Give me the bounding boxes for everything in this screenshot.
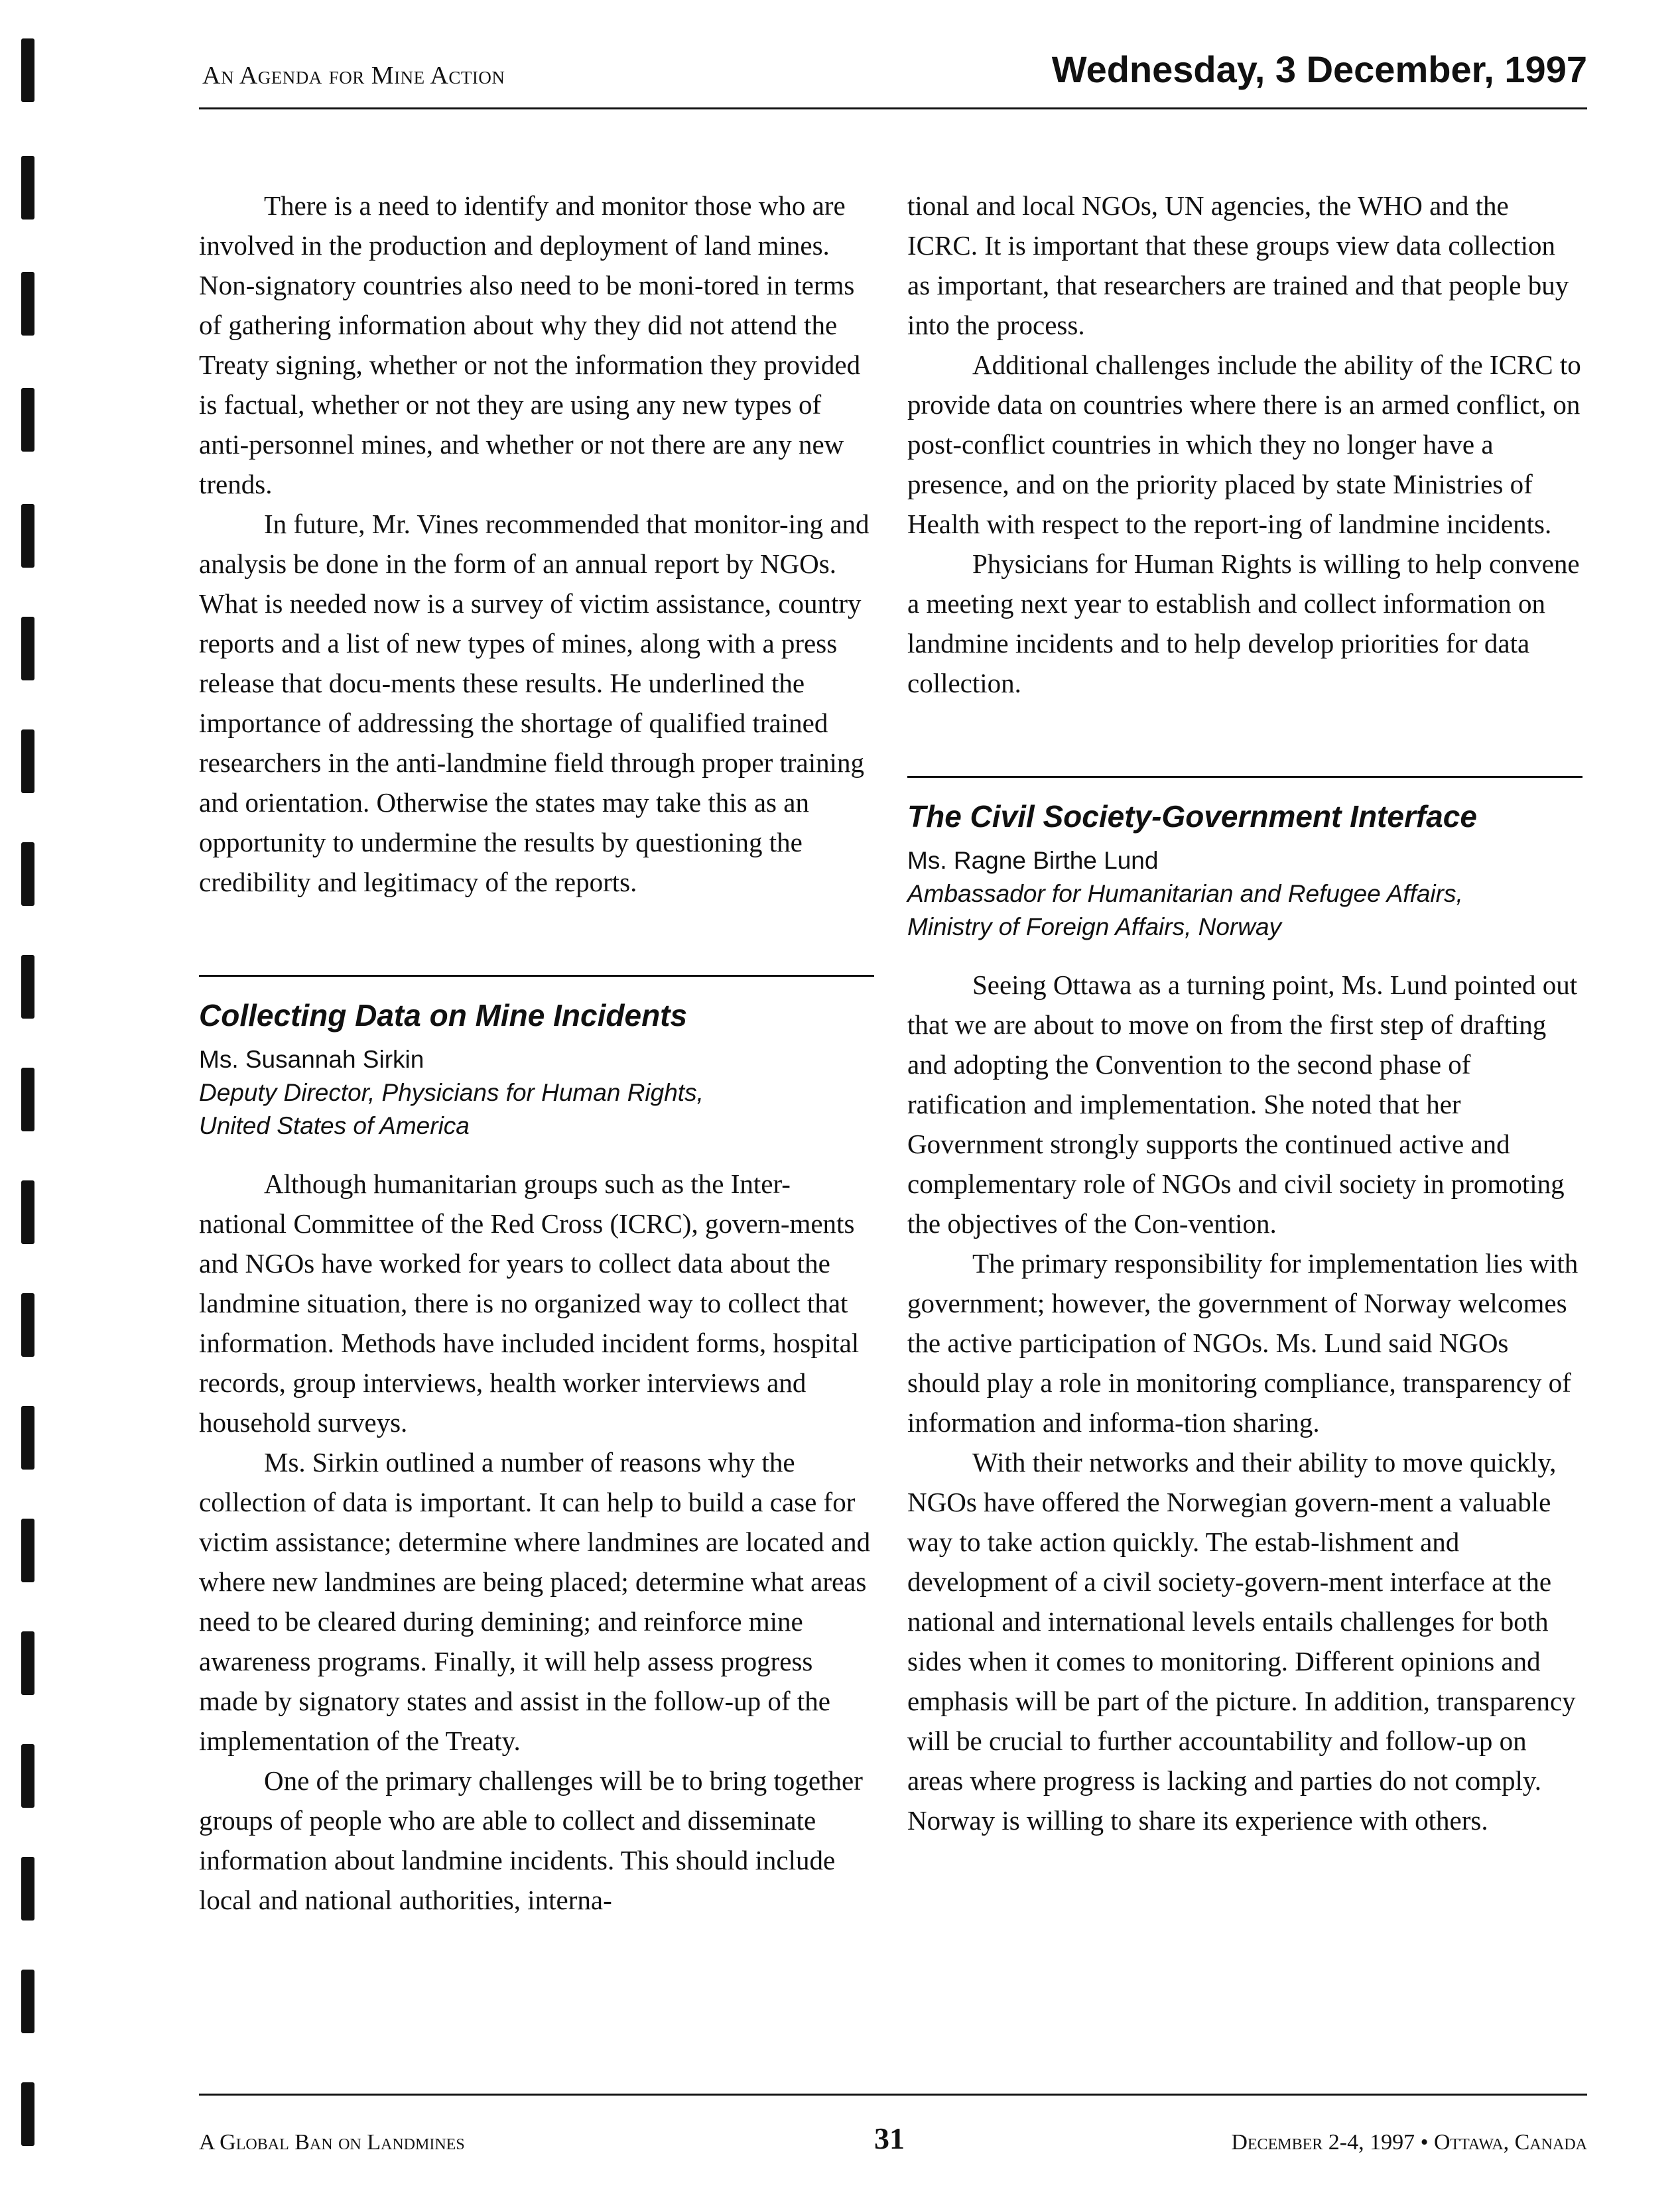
- binding-mark: [21, 1519, 34, 1582]
- binding-mark: [21, 955, 34, 1019]
- binding-mark: [21, 1406, 34, 1470]
- right-column: [907, 186, 1583, 1840]
- speaker-role: Ambassador for Humanitarian and Refugee Affairs,: [907, 880, 1463, 907]
- binding-mark: [21, 504, 34, 568]
- binding-mark: [21, 272, 34, 336]
- binding-mark: [21, 1857, 34, 1921]
- section-title: Collecting Data on Mine Incidents: [199, 998, 688, 1033]
- left-column: [199, 186, 874, 1920]
- binding-mark: [21, 1631, 34, 1695]
- section-rule: [199, 975, 874, 977]
- speaker-name: Ms. Susannah Sirkin: [199, 1046, 424, 1073]
- speaker-role: Deputy Director, Physicians for Human Rights,: [199, 1079, 704, 1106]
- paragraph: There is a need to identify and monitor those who are involved in the production and deployment of land mines. Non-signatory countries also need to be moni-tored in terms of gathering information about why they did not attend the Treaty signing, whether or not the information they provided is factual, whether or not they are using any new types of anti-personnel mines, and whether or not there are any new trends.: [199, 190, 861, 499]
- binding-mark: [21, 2082, 34, 2146]
- speaker-name: Ms. Ragne Birthe Lund: [907, 847, 1159, 874]
- paragraph: One of the primary challenges will be to bring together groups of people who are able to collect and disseminate information about landmine incidents. This should include local and national authorities, interna-: [199, 1765, 863, 1915]
- running-header-date: Wednesday, 3 December, 1997: [1051, 48, 1587, 90]
- binding-mark: [21, 1293, 34, 1357]
- paragraph: tional and local NGOs, UN agencies, the WHO and the ICRC. It is important that these groups view data collection as important, that researchers are trained and that people buy into the process.: [907, 190, 1569, 340]
- speaker-role: Ministry of Foreign Affairs, Norway: [907, 913, 1282, 940]
- section-civil-society: [907, 776, 1583, 1840]
- footer-publication: A Global Ban on Landmines: [199, 2130, 465, 2155]
- paragraph: Ms. Sirkin outlined a number of reasons why the collection of data is important. It can help to build a case for victim assistance; determine where landmines are located and where new landmines are being placed; determine what areas need to be cleared during demining; and reinforce mine awareness programs. Finally, it will help assess progress made by signatory states and assist in the follow-up of the implementation of the Treaty.: [199, 1447, 871, 1756]
- section-title: The Civil Society-Government Interface: [907, 799, 1477, 834]
- paragraph: Although humanitarian groups such as the Inter-national Committee of the Red Cross (ICRC), govern-ments and NGOs have worked for years to collect data about the landmine situation, there is no organized way to collect that information. Methods have included incident forms, hospital records, group interviews, health worker interviews and household surveys.: [199, 1168, 860, 1438]
- binding-mark: [21, 388, 34, 452]
- binding-mark: [21, 1744, 34, 1808]
- binding-mark: [21, 842, 34, 906]
- paragraph: In future, Mr. Vines recommended that monitor-ing and analysis be done in the form of an annual report by NGOs. What is needed now is a survey of victim assistance, country reports and a list of new types of mines, along with a press release that docu-ments these results. He underlined the importance of addressing the shortage of qualified trained researchers in the anti-landmine field through proper training and orientation. Otherwise the states may take this as an opportunity to undermine the results by questioning the credibility and legitimacy of the reports.: [199, 509, 870, 897]
- binding-mark: [21, 1180, 34, 1244]
- paragraph: Physicians for Human Rights is willing to help convene a meeting next year to establish and collect information on landmine incidents and to help develop priorities for data collection.: [907, 548, 1580, 698]
- binding-mark: [21, 729, 34, 793]
- running-header-title: An Agenda for Mine Action: [202, 62, 505, 90]
- header-rule: [199, 107, 1587, 109]
- binding-marks: [21, 0, 36, 2205]
- footer-rule: [199, 2094, 1587, 2096]
- binding-mark: [21, 38, 34, 102]
- binding-mark: [21, 156, 34, 220]
- paragraph: Seeing Ottawa as a turning point, Ms. Lund pointed out that we are about to move on from the first step of drafting and adopting the Convention to the second phase of ratification and implementation. She noted that her Government strongly supports the continued active and complementary role of NGOs and civil society in promoting the objectives of the Con-vention.: [907, 970, 1578, 1239]
- binding-mark: [21, 617, 34, 680]
- section-rule: [907, 776, 1583, 778]
- paragraph: Additional challenges include the ability of the ICRC to provide data on countries where there is an armed conflict, on post-conflict countries in which they no longer have a presence, and on the priority placed by state Ministries of Health with respect to the report-ing of landmine incidents.: [907, 349, 1581, 539]
- page-number: 31: [874, 2121, 905, 2155]
- footer-event: December 2-4, 1997 • Ottawa, Canada: [1231, 2130, 1587, 2155]
- section-collecting-data: [199, 975, 874, 1920]
- speaker-role: United States of America: [199, 1112, 470, 1139]
- paragraph: The primary responsibility for implementation lies with government; however, the government of Norway welcomes the active participation of NGOs. Ms. Lund said NGOs should play a role in monitoring compliance, transparency of information and informa-tion sharing.: [907, 1248, 1579, 1438]
- binding-mark: [21, 1970, 34, 2033]
- binding-mark: [21, 1068, 34, 1131]
- paragraph: With their networks and their ability to move quickly, NGOs have offered the Norwegian govern-ment a valuable way to take action quickly. The estab-lishment and development of a civil society-govern-ment interface at the national and international levels entails challenges for both sides when it comes to monitoring. Different opinions and emphasis will be part of the picture. In addition, transparency will be crucial to further accountability and follow-up on areas where progress is lacking and parties do not comply. Norway is willing to share its experience with others.: [907, 1447, 1576, 1836]
